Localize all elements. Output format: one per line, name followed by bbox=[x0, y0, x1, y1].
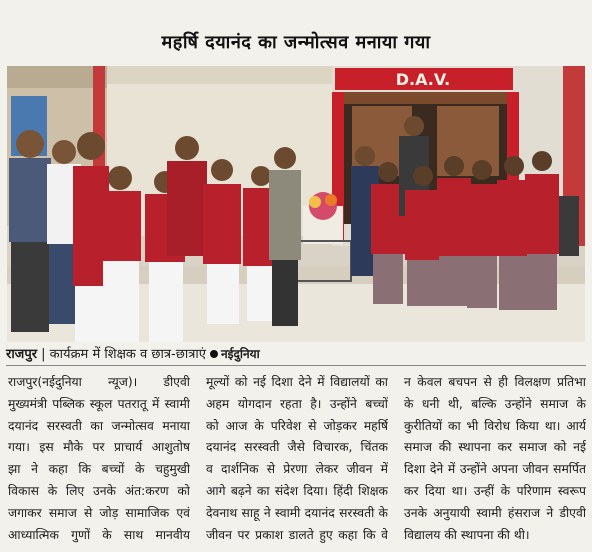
article-line: जीवन पर प्रकाश डालते हुए कहा कि वे bbox=[206, 527, 388, 542]
article-line: विद्यालय की स्थापना की थी। bbox=[404, 527, 530, 542]
divider bbox=[6, 365, 586, 366]
group-photo bbox=[7, 66, 585, 342]
caption-text: | कार्यक्रम में शिक्षक व छात्र-छात्राएं bbox=[37, 347, 206, 362]
article-line: व दार्शनिक से प्रेरणा लेकर जीवन में bbox=[206, 462, 388, 477]
article-line: को आज के परिवेश से जोड़कर महर्षि bbox=[206, 418, 388, 433]
article-line: मूल्यों को नई दिशा देने में विद्यालयों का bbox=[206, 375, 388, 389]
article-line: विकास के लिए उनके अंत:करण को bbox=[8, 483, 190, 498]
caption-credit: नईदुनिया bbox=[220, 347, 260, 361]
dav-sign-text: D.A.V. bbox=[395, 70, 451, 89]
article-line: न केवल बचपन से ही विलक्षण प्रतिभा bbox=[404, 375, 586, 389]
bullet-icon bbox=[210, 350, 218, 358]
article-column-3 bbox=[404, 372, 586, 548]
article-line: आध्यात्मिक गुणों के साथ मानवीय bbox=[8, 527, 190, 542]
article-line: जगाकर समाज से जोड़ सामाजिक एवं bbox=[8, 505, 190, 520]
article-line: गया। इस मौके पर प्राचार्य आशुतोष bbox=[8, 440, 190, 455]
article-line: दिशा देने में उन्होंने अपना जीवन समर्पित bbox=[404, 462, 586, 477]
article-line: मुख्यमंत्री पब्लिक स्कूल पतरातू में स्वामी bbox=[8, 396, 190, 411]
article-line: आगे बढ़ने का संदेश दिया। हिंदी शिक्षक bbox=[206, 483, 388, 498]
photo-caption bbox=[0, 344, 592, 364]
article-line: समाज की स्थापना कर समाज को नई bbox=[404, 440, 586, 455]
news-photo bbox=[7, 66, 585, 342]
article-column-1 bbox=[8, 372, 190, 548]
article-line: दयानंद सरस्वती का जन्मोत्सव मनाया bbox=[8, 418, 190, 433]
article-line: राजपुर(नईदुनिया न्यूज)। डीएवी bbox=[8, 375, 190, 389]
caption-place: राजपुर bbox=[6, 347, 38, 362]
article-line: के धनी थी, बल्कि उन्होंने समाज के bbox=[404, 396, 586, 411]
headline: महर्षि दयानंद का जन्मोत्सव मनाया गया bbox=[161, 32, 431, 54]
article-line: अहम योगदान रहता है। उन्होंने बच्चों bbox=[206, 396, 388, 411]
article-line: कुरीतियों का भी विरोध किया था। आर्य bbox=[404, 418, 586, 433]
article-line: झा ने कहा कि बच्चों के चहुमुखी bbox=[8, 462, 190, 477]
article-line: कर दिया था। उन्हीं के परिणाम स्वरूप bbox=[404, 483, 586, 498]
article-column-2 bbox=[206, 372, 388, 548]
article-line: दयानंद सरस्वती जैसे विचारक, चिंतक bbox=[206, 440, 388, 455]
article-line: देवनाथ साहू ने स्वामी दयानंद सरस्वती के bbox=[206, 505, 388, 520]
article-line: उनके अनुयायी स्वामी हंसराज ने डीएवी bbox=[404, 505, 586, 520]
